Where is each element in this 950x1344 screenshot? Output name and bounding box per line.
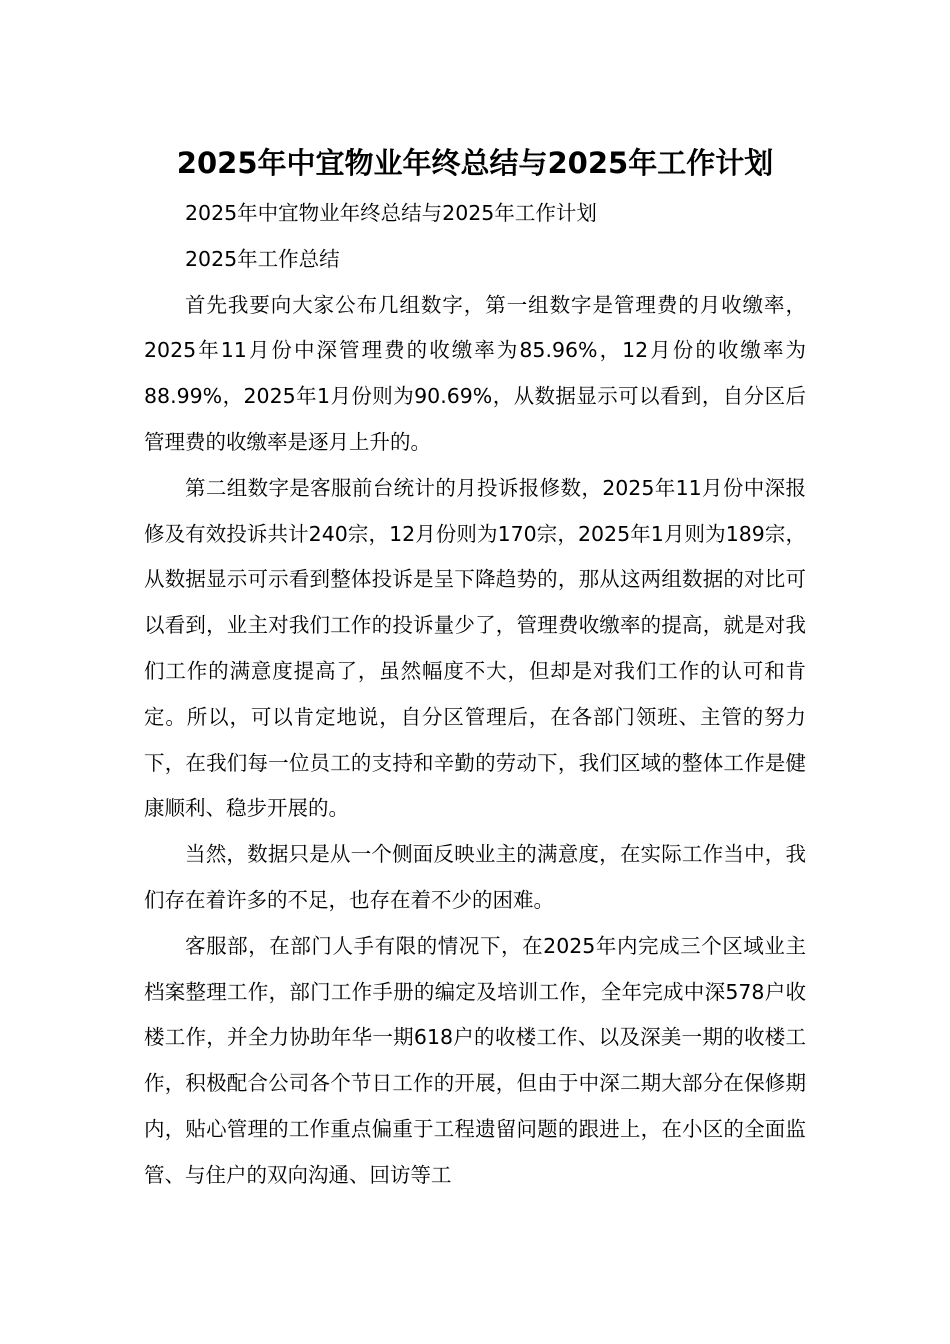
paragraph-customer-service: 客服部，在部门人手有限的情况下，在2025年内完成三个区域业主档案整理工作，部门工作手册的编定及培训工作，全年完成中深578户收楼工作，并全力协助年华一期618户的收楼工作、以及深美一期的收楼工作，积极配合公司各个节日工作的开展，但由于中深二期大部分在保修期内，贴心管理的工作重点偏重于工程遗留问题的跟进上，在小区的全面监管、与住户的双向沟通、回访等工 [144,933,806,1187]
document-body [144,191,806,1199]
paragraph-fee-collection: 首先我要向大家公布几组数字，第一组数字是管理费的月收缴率，2025年11月份中深管理费的收缴率为85.96%，12月份的收缴率为88.99%，2025年1月份则为90.69%，从数据显示可以看到，自分区后管理费的收缴率是逐月上升的。 [144,292,806,454]
section-heading: 2025年工作总结 [185,246,340,271]
paragraph-shortcomings: 当然，数据只是从一个侧面反映业主的满意度，在实际工作当中，我们存在着许多的不足，也存在着不少的困难。 [144,842,806,912]
document-title: 2025年中宜物业年终总结与2025年工作计划 [176,146,774,181]
subtitle-paragraph: 2025年中宜物业年终总结与2025年工作计划 [185,201,597,225]
paragraph-complaints: 第二组数字是客服前台统计的月投诉报修数，2025年11月份中深报修及有效投诉共计240宗，12月份则为170宗，2025年1月则为189宗，从数据显示可示看到整体投诉是呈下降趋势的，那从这两组数据的对比可以看到，业主对我们工作的投诉量少了，管理费收缴率的提高，就是对我们工作的满意度提高了，虽然幅度不大，但却是对我们工作的认可和肯定。所以，可以肯定地说，自分区管理后，在各部门领班、主管的努力下，在我们每一位员工的支持和辛勤的劳动下，我们区域的整体工作是健康顺利、稳步开展的。 [144,475,806,821]
